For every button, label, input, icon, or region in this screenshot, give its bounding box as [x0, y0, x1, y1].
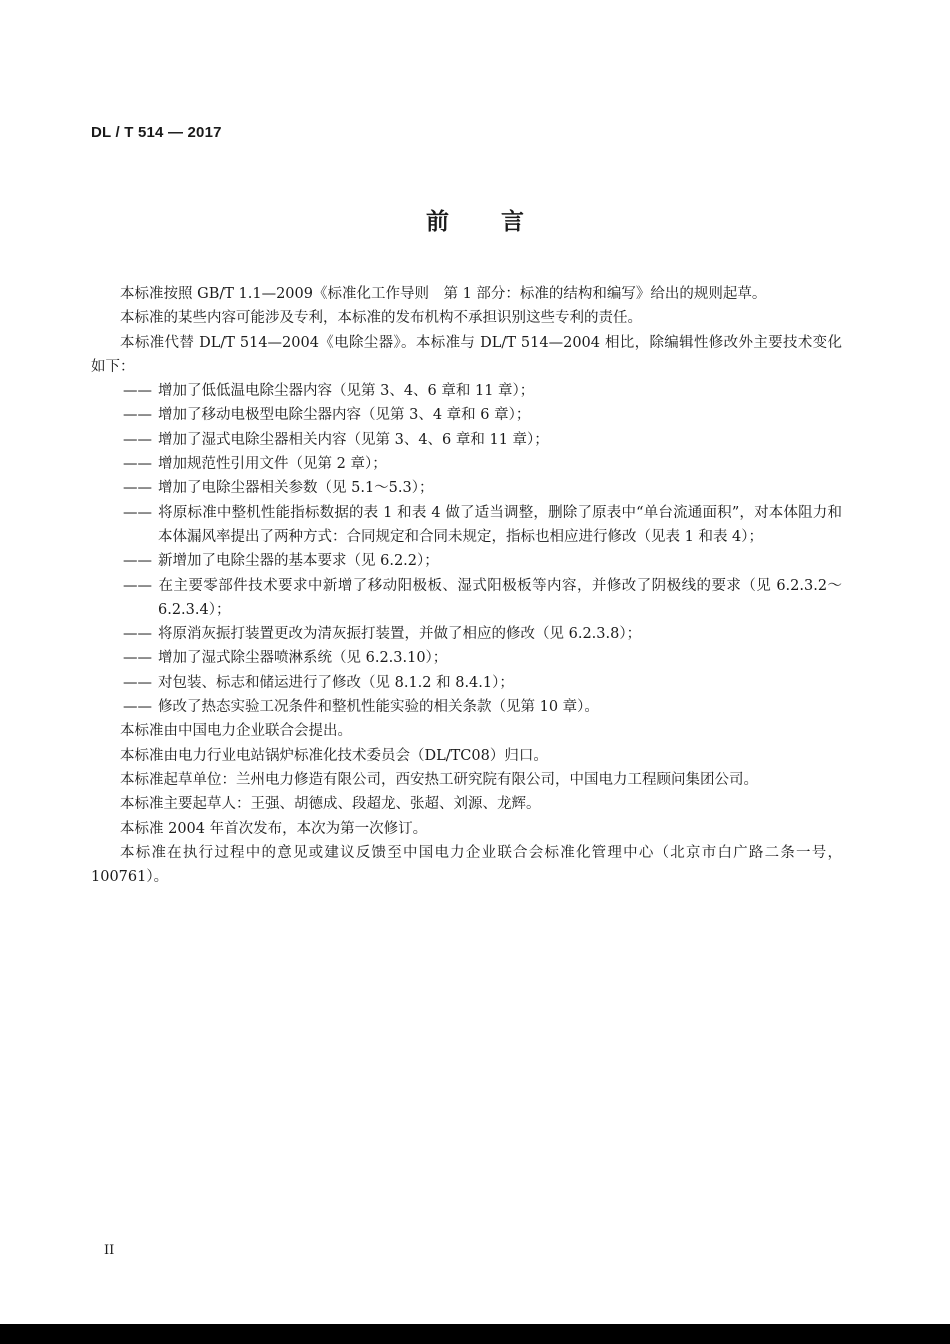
dash-marker: ——	[123, 407, 152, 424]
list-item	[91, 476, 842, 500]
list-item-text: 将原消灰振打装置更改为清灰振打装置，并做了相应的修改（见 6.2.3.8）；	[158, 626, 642, 643]
dash-marker: ——	[123, 480, 152, 497]
paragraph-feedback: 本标准在执行过程中的意见或建议反馈至中国电力企业联合会标准化管理中心（北京市白广路二条一号，100761）。	[91, 844, 842, 886]
document-code: DL / T 514 — 2017	[91, 124, 222, 141]
list-item-text: 增加了移动电极型电除尘器内容（见第 3、4 章和 6 章）；	[158, 407, 531, 424]
dash-marker: ——	[123, 626, 152, 643]
list-item	[91, 452, 842, 476]
list-item-text: 增加了湿式电除尘器相关内容（见第 3、4、6 章和 11 章）；	[158, 431, 549, 448]
dash-marker: ——	[123, 553, 152, 570]
list-item	[91, 574, 842, 623]
list-item	[91, 501, 842, 550]
list-item	[91, 622, 842, 646]
list-item	[91, 695, 842, 719]
dash-marker: ——	[123, 383, 152, 400]
paragraph-proposer: 本标准由中国电力企业联合会提出。	[120, 723, 352, 740]
list-item	[91, 403, 842, 427]
technical-changes-list	[91, 379, 842, 719]
paragraph-drafting-rules: 本标准按照 GB/T 1.1—2009《标准化工作导则 第 1 部分：标准的结构和编写》给出的规则起草。	[120, 286, 767, 302]
list-item	[91, 428, 842, 452]
dash-marker: ——	[123, 504, 152, 521]
list-item-text: 将原标准中整机性能指标数据的表 1 和表 4 做了适当调整，删除了原表中“单台流通面积”，对本体阻力和本体漏风率提出了两种方式：合同规定和合同未规定，指标也相应进行修改（见表 1 和表 4）；	[158, 504, 842, 545]
list-item-text: 增加了电除尘器相关参数（见 5.1～5.3）；	[158, 480, 434, 497]
dash-marker: ——	[123, 650, 152, 667]
foreword-body	[91, 282, 842, 889]
dash-marker: ——	[123, 431, 152, 448]
list-item-text: 新增加了电除尘器的基本要求（见 6.2.2）；	[158, 553, 439, 570]
dash-marker: ——	[123, 699, 152, 716]
list-item-text: 在主要零部件技术要求中新增了移动阳极板、湿式阳极板等内容，并修改了阴极线的要求（见 6.2.3.2～6.2.3.4）；	[158, 577, 842, 618]
list-item-text: 增加了低低温电除尘器内容（见第 3、4、6 章和 11 章）；	[158, 383, 535, 400]
paragraph-drafting-units: 本标准起草单位：兰州电力修造有限公司，西安热工研究院有限公司，中国电力工程顾问集团公司。	[120, 771, 758, 788]
list-item-text: 修改了热态实验工况条件和整机性能实验的相关条款（见第 10 章）。	[158, 699, 599, 716]
page-title: 前言	[426, 209, 576, 235]
paragraph-drafters: 本标准主要起草人：王强、胡德成、段超龙、张超、刘源、龙辉。	[120, 796, 541, 813]
list-item-text: 增加了湿式除尘器喷淋系统（见 6.2.3.10）；	[158, 650, 448, 667]
dash-marker: ——	[123, 577, 152, 594]
paragraph-release-history: 本标准 2004 年首次发布，本次为第一次修订。	[120, 820, 428, 837]
page-number: II	[104, 1243, 115, 1258]
bottom-border	[0, 1324, 950, 1344]
list-item-text: 增加规范性引用文件（见第 2 章）；	[158, 456, 387, 473]
paragraph-replacement: 本标准代替 DL/T 514—2004《电除尘器》。本标准与 DL/T 514—2004 相比，除编辑性修改外主要技术变化如下：	[91, 334, 842, 375]
dash-marker: ——	[123, 674, 152, 691]
paragraph-patent-notice: 本标准的某些内容可能涉及专利，本标准的发布机构不承担识别这些专利的责任。	[120, 310, 642, 327]
list-item	[91, 379, 842, 403]
list-item-text: 对包装、标志和储运进行了修改（见 8.1.2 和 8.4.1）；	[158, 674, 514, 691]
list-item	[91, 646, 842, 670]
paragraph-administrator: 本标准由电力行业电站锅炉标准化技术委员会（DL/TC08）归口。	[120, 747, 548, 764]
list-item	[91, 549, 842, 573]
dash-marker: ——	[123, 456, 152, 473]
list-item	[91, 671, 842, 695]
